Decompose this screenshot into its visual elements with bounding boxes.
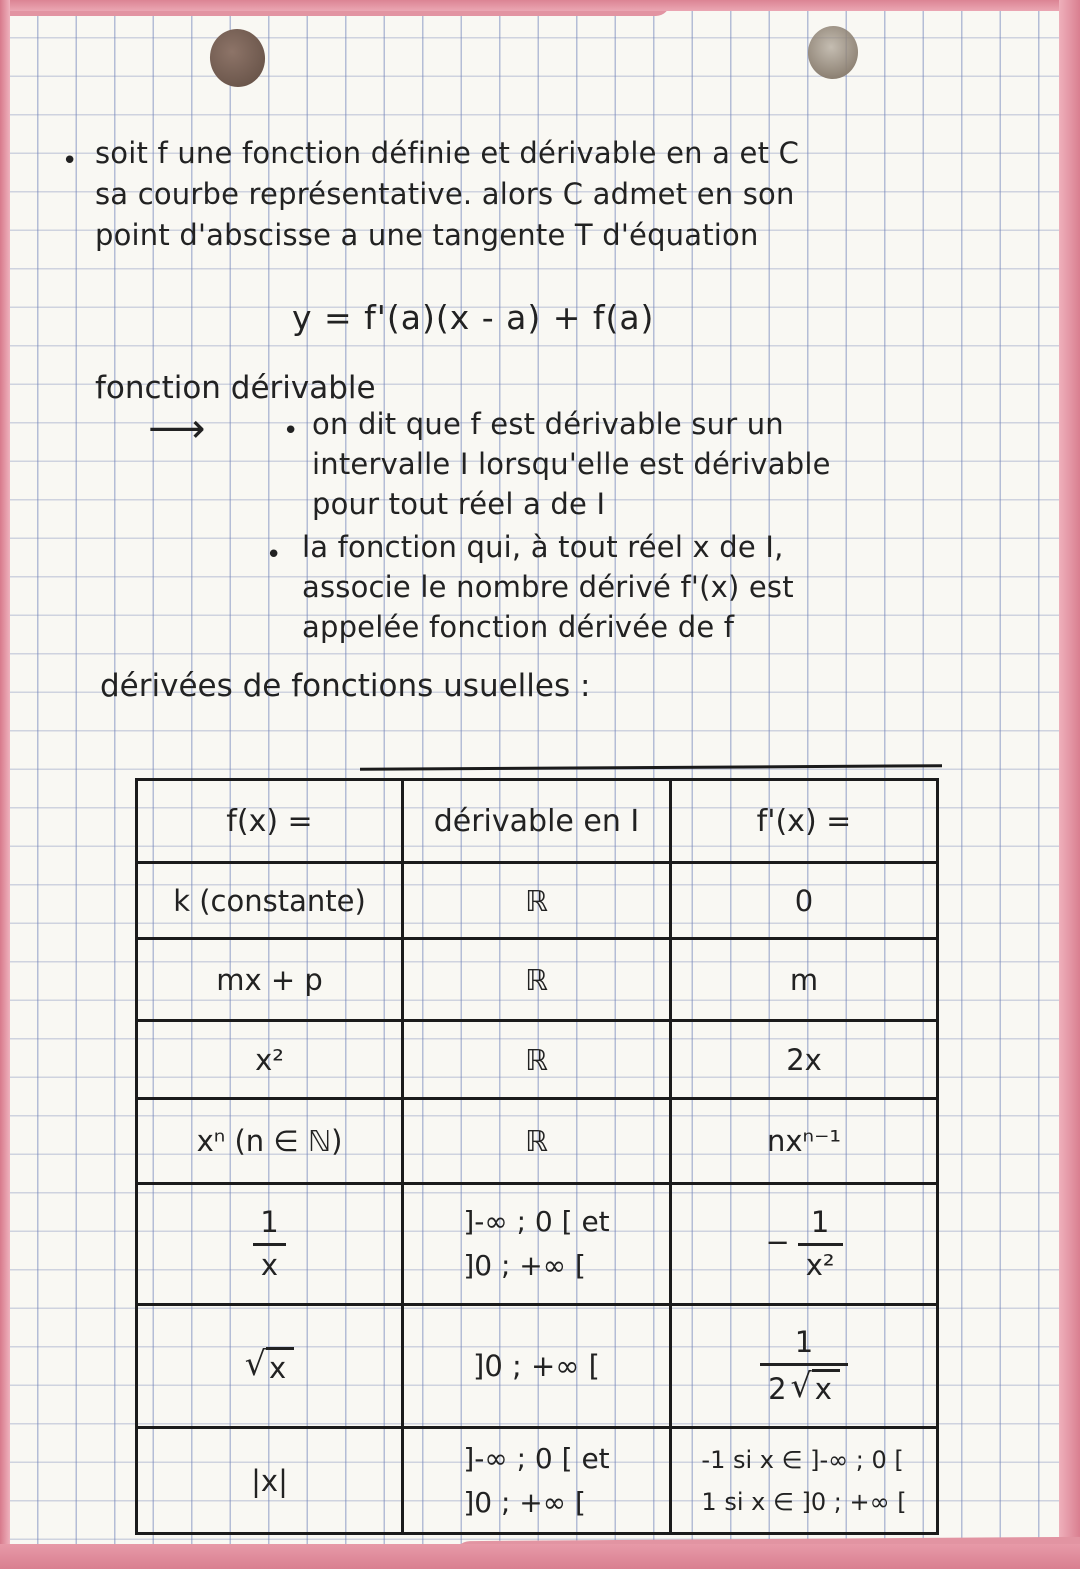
b1-line-2: intervalle I lorsqu'elle est dérivable: [312, 447, 831, 481]
cell-f-abs: |x|: [137, 1428, 403, 1534]
domain-intervals: [463, 1437, 609, 1525]
table-row-abs: [137, 1428, 938, 1534]
cell-fprime-inverse: [671, 1184, 938, 1305]
cell-domain-abs: [403, 1428, 671, 1534]
table-row-affine: [137, 939, 938, 1021]
derivable-bullet-1: [312, 404, 831, 524]
pink-edge-right: [1059, 0, 1080, 1569]
interval-line-2: ]0 ; +∞ [: [463, 1485, 586, 1519]
cell-domain-sqrt: ]0 ; +∞ [: [403, 1305, 671, 1428]
fraction-one-over-x: [252, 1206, 286, 1282]
fraction-numerator: 1: [794, 1325, 814, 1360]
cell-fprime-square: 2x: [671, 1021, 938, 1099]
cell-fprime-sqrt: [671, 1305, 938, 1428]
interval-line-2: ]0 ; +∞ [: [463, 1249, 586, 1282]
radicand: x: [266, 1347, 294, 1385]
cell-f-square: x²: [137, 1021, 403, 1099]
cell-domain-power: ℝ: [403, 1099, 671, 1184]
cell-domain-affine: ℝ: [403, 939, 671, 1021]
domain-intervals: [463, 1200, 609, 1288]
minus-sign: −: [765, 1225, 790, 1259]
b2-line-1: la fonction qui, à tout réel x de I,: [302, 530, 784, 564]
interval-line-1: ]-∞ ; 0 [ et: [463, 1441, 610, 1475]
section-title-fonction-derivable: fonction dérivable: [95, 370, 376, 406]
interval-line-1: ]-∞ ; 0 [ et: [463, 1205, 610, 1238]
radical-sign: √: [790, 1365, 812, 1405]
piecewise-derivative: [701, 1439, 906, 1523]
section-title-derivees-usuelles: dérivées de fonctions usuelles :: [100, 668, 591, 704]
table-row-power: [137, 1099, 938, 1184]
fraction-one-over-x-squared: [798, 1206, 843, 1282]
pink-edge-top: [0, 0, 1080, 11]
pink-edge-left: [0, 0, 10, 1569]
table-row-constant: [137, 863, 938, 939]
cell-fprime-constant: 0: [671, 863, 938, 939]
binder-dot-left: [206, 25, 269, 91]
fraction-one-over-two-sqrt-x: [760, 1326, 848, 1406]
square-root-of-x: [244, 1344, 294, 1385]
cell-fprime-affine: m: [671, 939, 938, 1021]
cell-fprime-power: nxⁿ⁻¹: [671, 1099, 938, 1184]
cell-domain-square: ℝ: [403, 1021, 671, 1099]
derivable-bullet-2: [302, 527, 794, 647]
fraction-denominator: [760, 1363, 848, 1406]
header-domain: dérivable en I: [403, 780, 671, 863]
bullet-point: •: [266, 540, 282, 570]
cell-f-constant: k (constante): [137, 863, 403, 939]
b1-line-3: pour tout réel a de I: [312, 487, 606, 521]
intro-line-1: soit f une fonction définie et dérivable en a et C: [95, 136, 800, 170]
cell-f-inverse: [137, 1184, 403, 1305]
intro-line-2: sa courbe représentative. alors C admet en son: [95, 177, 795, 211]
table-row-sqrt: [137, 1305, 938, 1428]
fraction-numerator: 1: [260, 1205, 279, 1240]
header-fx: f(x) =: [137, 780, 403, 863]
pink-edge-bottom: [0, 1544, 1080, 1569]
b2-line-2: associe le nombre dérivé f'(x) est: [302, 570, 794, 604]
piecewise-line-2: 1 si x ∈ ]0 ; +∞ [: [701, 1487, 907, 1516]
cell-f-sqrt: [137, 1305, 403, 1428]
square-root-of-x: [790, 1365, 840, 1406]
piecewise-line-1: -1 si x ∈ ]-∞ ; 0 [: [701, 1445, 904, 1474]
cell-domain-inverse: [403, 1184, 671, 1305]
table-row-inverse: [137, 1184, 938, 1305]
cell-f-power: xⁿ (n ∈ ℕ): [137, 1099, 403, 1184]
fraction-denominator: x²: [798, 1243, 843, 1282]
table-row-square: [137, 1021, 938, 1099]
fraction-numerator: 1: [810, 1205, 830, 1240]
bullet-point: •: [283, 416, 299, 446]
cell-domain-constant: ℝ: [403, 863, 671, 939]
cell-fprime-abs: [671, 1428, 938, 1534]
cell-f-affine: mx + p: [137, 939, 403, 1021]
table-header-row: [137, 780, 938, 863]
binder-dot-right: [805, 24, 860, 82]
intro-line-3: point d'abscisse a une tangente T d'équation: [95, 218, 759, 252]
b2-line-3: appelée fonction dérivée de f: [302, 610, 735, 644]
fraction-denominator: x: [253, 1243, 286, 1282]
b1-line-1: on dit que f est dérivable sur un: [312, 407, 784, 441]
long-arrow-icon: ⟶: [148, 406, 206, 452]
derivatives-table: [135, 778, 939, 1535]
bullet-point: •: [62, 146, 78, 176]
header-fprime: f'(x) =: [671, 780, 938, 863]
radicand: x: [812, 1369, 840, 1406]
table-top-doubled-line: [360, 764, 942, 771]
radical-sign: √: [244, 1344, 267, 1383]
intro-paragraph: [95, 133, 799, 256]
denominator-coefficient: 2: [768, 1371, 787, 1406]
tangent-equation: y = f'(a)(x - a) + f(a): [292, 298, 655, 337]
